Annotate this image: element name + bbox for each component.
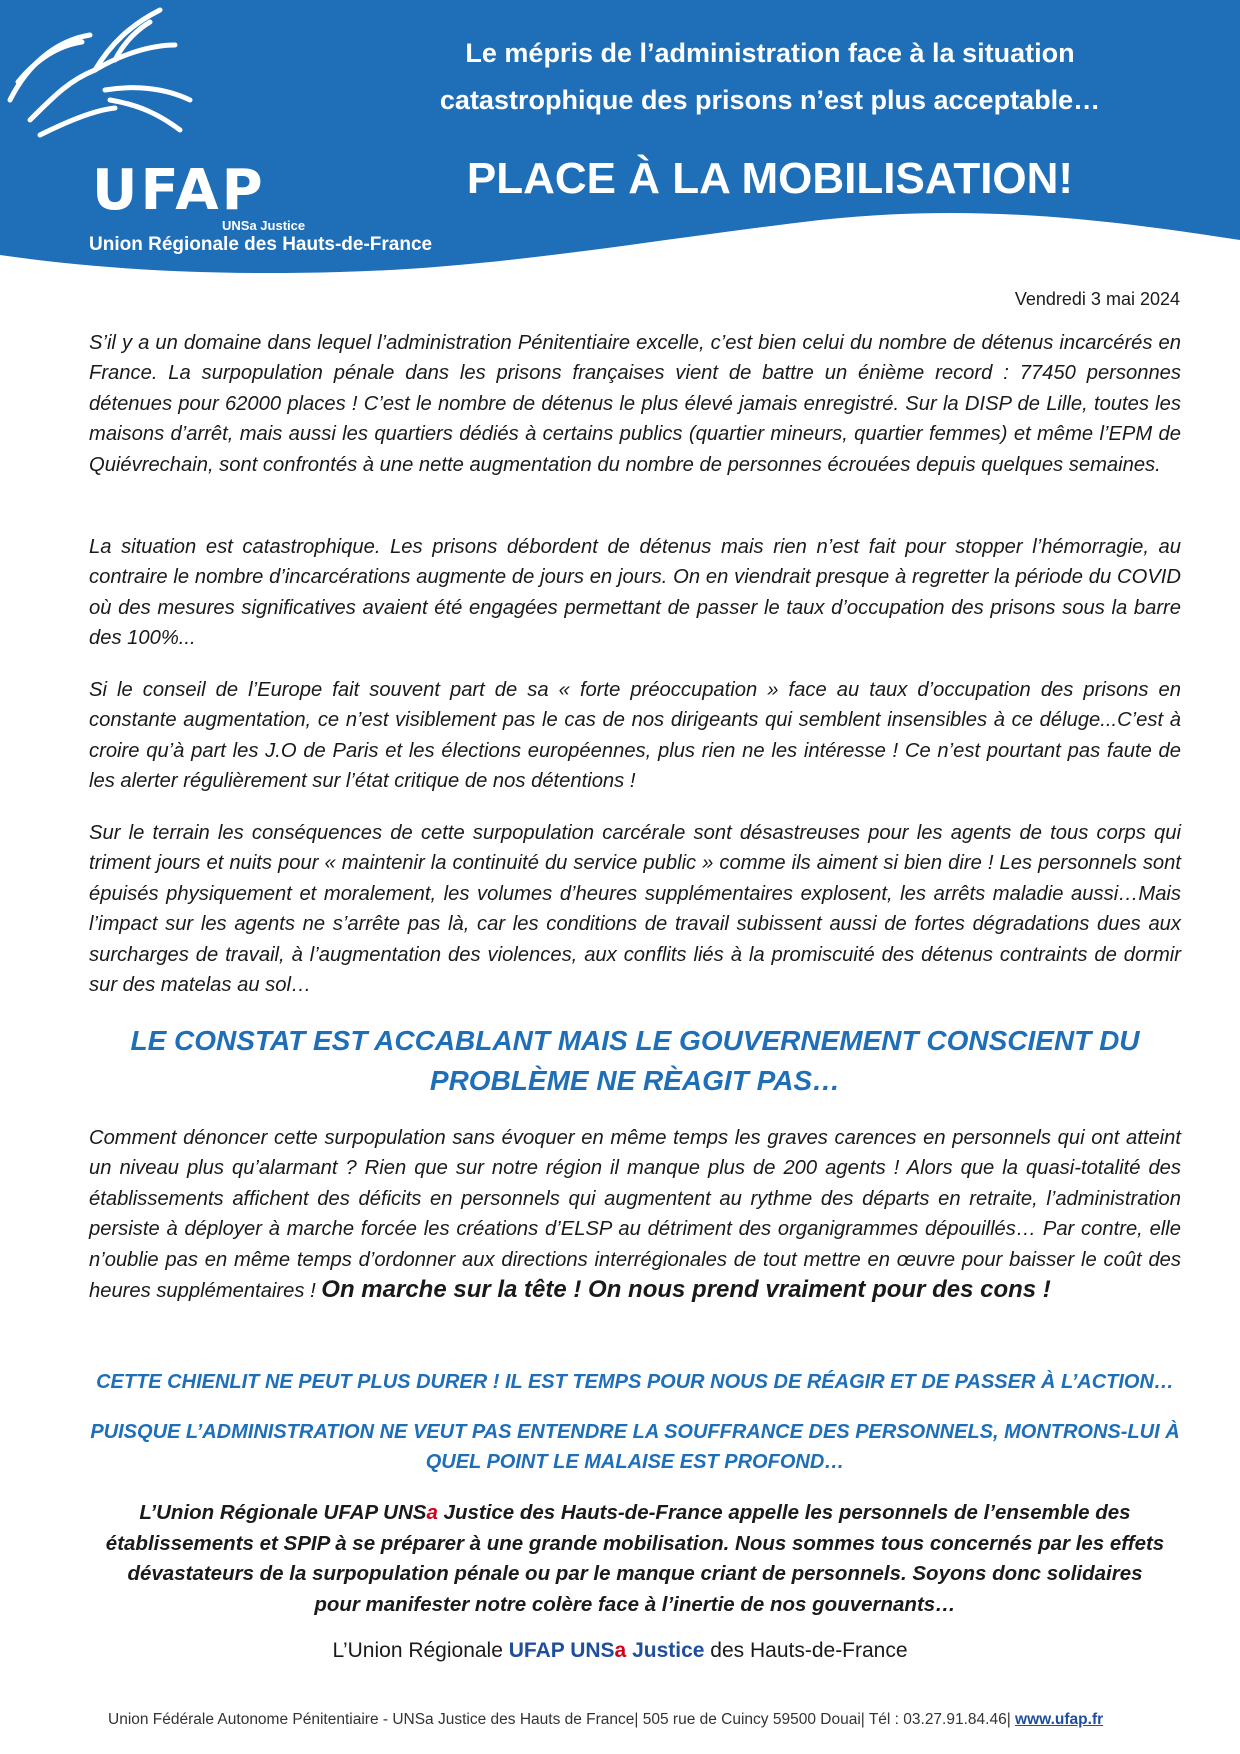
region-name: Union Régionale des Hauts-de-France <box>89 234 433 255</box>
appeal-text-end: Justice des Hauts-de-France appelle les personnels de l’ensemble des établissements et SPIP à se préparer à une grande mobilisation. Nous sommes tous concernés par les effets dévastateurs de la surpopulation pénale ou par le manque criant de personnels. Soyons donc solidaires pour manifester notre colère face à l’inertie de nos gouvernants… <box>105 1501 1165 1616</box>
headline <box>400 30 1140 124</box>
website-link[interactable]: www.ufap.fr <box>1015 1711 1104 1728</box>
call-to-action-1: CETTE CHIENLIT NE PEUT PLUS DURER ! IL EST TEMPS POUR NOUS DE RÉAGIR ET DE PASSER À L’ACTION… <box>96 1371 1174 1393</box>
dove-flame-icon <box>0 0 210 150</box>
appeal-paragraph <box>105 1498 1165 1620</box>
document-date: Vendredi 3 mai 2024 <box>1014 289 1180 309</box>
page-title: PLACE À LA MOBILISATION! <box>466 154 1074 203</box>
headline-line-2: catastrophique des prisons n’est plus acceptable… <box>439 85 1101 115</box>
appeal-text-start: L’Union Régionale UFAP UNS <box>139 1501 427 1524</box>
signature-justice: Justice <box>626 1639 705 1662</box>
logo-subtitle: UNSa Justice <box>222 218 306 233</box>
logo-text: UFAP <box>92 158 266 223</box>
paragraph-3: Si le conseil de l’Europe fait souvent part de sa « forte préoccupation » face au taux d’occupation des prisons en constante augmentation, ce n’est visiblement pas le cas de nos dirigeants qui semblent insensibles à ce déluge...C’est à croire qu’à part les J.O de Paris et les élections européennes, plus rien ne les intéresse ! Ce n’est pourtant pas faute de les alerter régulièrement sur l’état critique de nos détentions ! <box>89 679 1181 793</box>
signature-ufap: UFAP UNS <box>508 1639 615 1662</box>
paragraph-5-emphasis: On marche sur la tête ! On nous prend vraiment pour des cons ! <box>321 1276 1051 1304</box>
paragraph-2: La situation est catastrophique. Les prisons débordent de détenus mais rien n’est fait pour stopper l’hémorragie, au contraire le nombre d’incarcérations augmente de jours en jours. On en viendrait presque à regretter la période du COVID où des mesures significatives avaient été engagées permettant de passer le taux d’occupation des prisons sous la barre des 100%... <box>89 536 1181 650</box>
paragraph-4: Sur le terrain les conséquences de cette surpopulation carcérale sont désastreuses pour les agents de tous corps qui triment jours et nuits pour « maintenir la continuité du service public » comme ils aiment si bien dire ! Les personnels sont épuisés physiquement et moralement, les volumes d’heures supplémentaires explosent, les arrêts maladie aussi…Mais l’impact sur les agents ne s’arrête pas là, car les conditions de travail subissent aussi de fortes dégradations dues aux surcharges de travail, à l’augmentation des violences, aux conflits liés à la promiscuité des détenus contraints de dormir sur des matelas au sol… <box>89 822 1181 997</box>
appeal-red-letter: a <box>426 1501 438 1524</box>
paragraph-5-text: Comment dénoncer cette surpopulation sans évoquer en même temps les graves carences en personnels qui ont atteint un niveau plus qu’alarmant ? Rien que sur notre région il manque plus de 200 agents ! Alors que la quasi-totalité des établissements affichent des déficits en personnels qui augmentent au rythme des départs en retraite, l’administration persiste à déployer à marche forcée les créations d’ELSP au détriment des organigrammes dépouillés… Par contre, elle n’oublie pas en même temps d’ordonner aux directions interrégionales de tout mettre en œuvre pour baisser le coût des heures supplémentaires ! <box>89 1127 1181 1303</box>
footer <box>108 1711 1188 1729</box>
paragraph-5 <box>89 1123 1181 1306</box>
call-to-action-2: PUISQUE L’ADMINISTRATION NE VEUT PAS ENTENDRE LA SOUFFRANCE DES PERSONNELS, MONTRONS-LUI À QUEL POINT LE MALAISE EST PROFOND… <box>90 1421 1180 1473</box>
header-banner <box>0 0 1240 300</box>
signature-pre: L’Union Régionale <box>332 1639 509 1662</box>
headline-line-1: Le mépris de l’administration face à la situation <box>465 38 1075 68</box>
blue-heading: LE CONSTAT EST ACCABLANT MAIS LE GOUVERNEMENT CONSCIENT DU PROBLÈME NE RÈAGIT PAS… <box>130 1025 1140 1096</box>
footer-address: Union Fédérale Autonome Pénitentiaire - UNSa Justice des Hauts de France| 505 rue de Cuincy 59500 Douai| Tél : 03.27.91.84.46| <box>108 1711 1016 1728</box>
paragraph-1: S’il y a un domaine dans lequel l’administration Pénitentiaire excelle, c’est bien celui du nombre de détenus incarcérés en France. La surpopulation pénale dans les prisons françaises vient de battre un énième record : 77450 personnes détenues pour 62000 places ! C’est le nombre de détenus le plus élevé jamais enregistré. Sur la DISP de Lille, toutes les maisons d’arrêt, mais aussi les quartiers dédiés à certains publics (quartier mineurs, quartier femmes) et même l’EPM de Quiévrechain, sont confrontés à une nette augmentation du nombre de personnes écrouées depuis quelques semaines. <box>89 332 1181 476</box>
signature-post: des Hauts-de-France <box>704 1639 908 1662</box>
signature-red-letter: a <box>614 1639 627 1662</box>
signature <box>0 1639 1240 1663</box>
